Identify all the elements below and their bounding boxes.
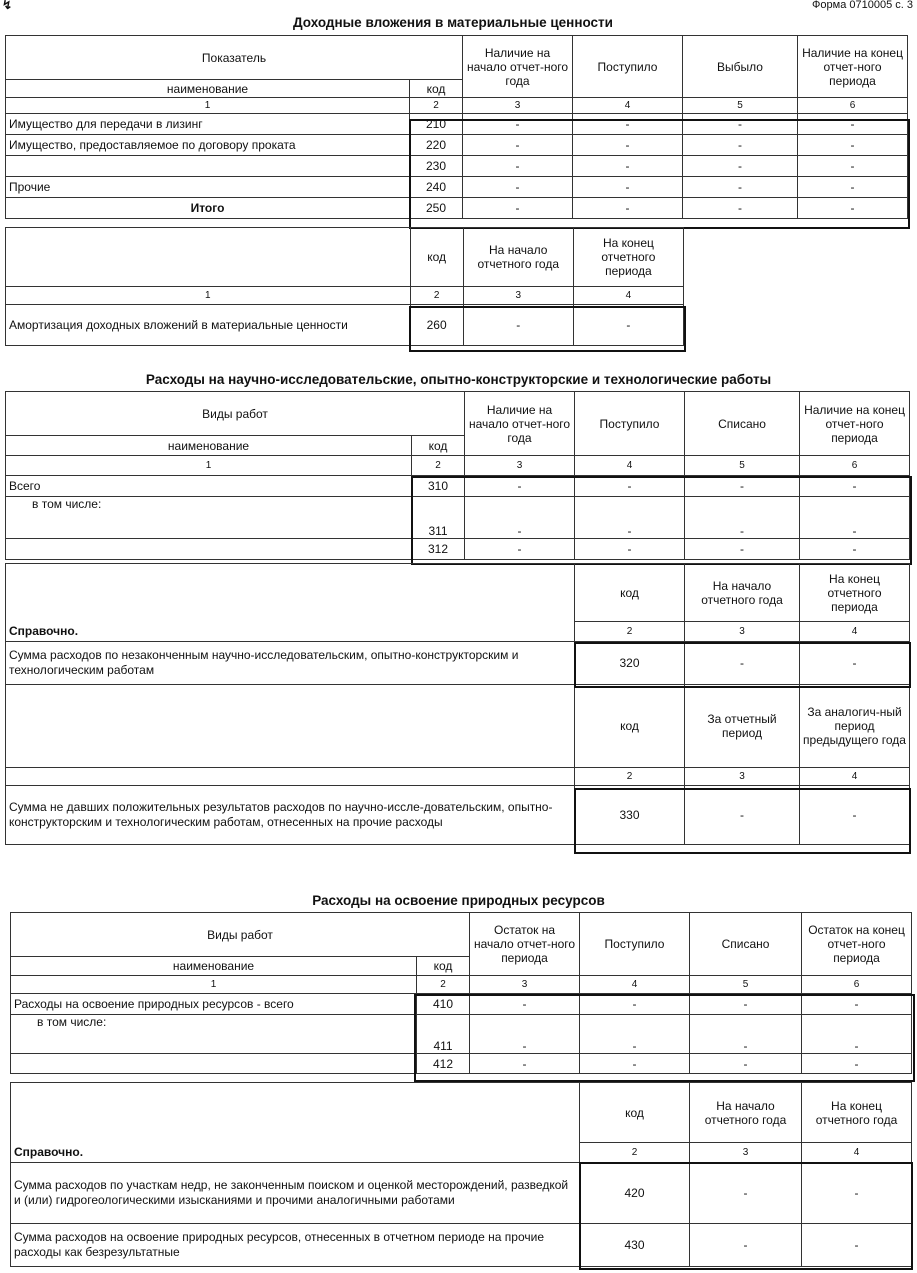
row-code: 412 <box>417 1054 470 1074</box>
colnum: 4 <box>573 98 683 114</box>
section2-title: Расходы на научно-исследовательские, опытно-конструкторские и технологические работы <box>145 372 772 387</box>
s2-ref-code-header: код <box>575 564 685 622</box>
s3-ref-table <box>10 1082 912 1267</box>
s2-reference-label: Справочно. <box>6 622 575 642</box>
value-cell: - <box>465 539 575 560</box>
s2-code-header: код <box>412 436 465 456</box>
s3-code-header: код <box>417 957 470 976</box>
s1-name-header: наименование <box>6 80 410 98</box>
table-row <box>6 177 908 198</box>
value-cell: - <box>798 156 908 177</box>
s3-begin-header: Остаток на начало отчет-ного периода <box>470 913 580 976</box>
colnum: 3 <box>470 976 580 994</box>
value-cell: - <box>463 198 573 219</box>
table-row <box>11 1163 912 1224</box>
colnum: 2 <box>580 1143 690 1163</box>
s1-sub-begin-header: На начало отчетного года <box>463 228 573 287</box>
s2-received-header: Поступило <box>575 392 685 456</box>
value-cell: - <box>573 177 683 198</box>
s3-written-header: Списано <box>690 913 802 976</box>
value-cell: - <box>685 642 800 685</box>
colnum: 5 <box>690 976 802 994</box>
row-code: 230 <box>410 156 463 177</box>
row-name <box>6 156 410 177</box>
colnum: 2 <box>410 287 463 305</box>
s2-kinds-header: Виды работ <box>6 392 465 436</box>
value-cell: - <box>685 786 800 845</box>
s3-reference-label: Справочно. <box>11 1143 580 1163</box>
value-cell: - <box>685 497 800 539</box>
colnum: 2 <box>575 622 685 642</box>
s1-received-header: Поступило <box>573 36 683 98</box>
s2-written-header: Списано <box>685 392 800 456</box>
value-cell: - <box>802 1015 912 1054</box>
row-code: 411 <box>417 1015 470 1054</box>
value-cell: - <box>685 539 800 560</box>
value-cell: - <box>463 305 573 346</box>
row-name: Прочие <box>6 177 410 198</box>
blank-cell <box>11 1083 580 1143</box>
s1-sub-code-header: код <box>410 228 463 287</box>
table-row <box>6 156 908 177</box>
s2-ref-prev-header: За аналогич-ный период предыдущего года <box>800 685 910 768</box>
row-code: 210 <box>410 114 463 135</box>
row-name: Итого <box>6 198 410 219</box>
s3-end-header: Остаток на конец отчет-ного периода <box>802 913 912 976</box>
row-code: 311 <box>412 497 465 539</box>
value-cell: - <box>575 497 685 539</box>
s1-begin-header: Наличие на начало отчет-ного года <box>463 36 573 98</box>
colnum: 3 <box>685 768 800 786</box>
s2-ref-table <box>5 563 910 845</box>
row-name: Имущество, предоставляемое по договору проката <box>6 135 410 156</box>
value-cell: - <box>463 177 573 198</box>
value-cell: - <box>800 786 910 845</box>
colnum: 2 <box>575 768 685 786</box>
value-cell: - <box>690 1163 802 1224</box>
value-cell: - <box>575 539 685 560</box>
value-cell: - <box>573 135 683 156</box>
s1-retired-header: Выбыло <box>683 36 798 98</box>
value-cell: - <box>463 114 573 135</box>
value-cell: - <box>800 476 910 497</box>
value-cell: - <box>683 177 798 198</box>
value-cell: - <box>683 114 798 135</box>
value-cell: - <box>573 305 683 346</box>
value-cell: - <box>802 994 912 1015</box>
table-row <box>6 135 908 156</box>
s3-received-header: Поступило <box>580 913 690 976</box>
s3-ref-code-header: код <box>580 1083 690 1143</box>
colnum: 4 <box>800 622 910 642</box>
table-row <box>6 539 910 560</box>
colnum: 3 <box>685 622 800 642</box>
s2-end-header: Наличие на конец отчет-ного периода <box>800 392 910 456</box>
value-cell: - <box>465 497 575 539</box>
row-code: 420 <box>580 1163 690 1224</box>
colnum: 6 <box>800 456 910 476</box>
colnum: 5 <box>685 456 800 476</box>
row-name <box>11 1054 417 1074</box>
table-row-total <box>6 198 908 219</box>
value-cell: - <box>802 1224 912 1267</box>
colnum: 3 <box>463 98 573 114</box>
value-cell: - <box>800 539 910 560</box>
s1-sub-end-header: На конец отчетного периода <box>573 228 683 287</box>
colnum: 6 <box>802 976 912 994</box>
section3-title: Расходы на освоение природных ресурсов <box>312 893 605 908</box>
table-row <box>11 1224 912 1267</box>
table-row <box>6 786 910 845</box>
value-cell: - <box>683 198 798 219</box>
table-row <box>11 1015 912 1054</box>
row-code: 330 <box>575 786 685 845</box>
row-code: 250 <box>410 198 463 219</box>
value-cell: - <box>573 114 683 135</box>
row-name: Всего <box>6 476 412 497</box>
value-cell: - <box>463 156 573 177</box>
s2-main-table <box>5 391 910 560</box>
row-code: 430 <box>580 1224 690 1267</box>
s2-begin-header: Наличие на начало отчет-ного года <box>465 392 575 456</box>
value-cell: - <box>690 1054 802 1074</box>
s1-code-header: код <box>410 80 463 98</box>
colnum: 2 <box>410 98 463 114</box>
value-cell: - <box>470 994 580 1015</box>
colnum: 2 <box>412 456 465 476</box>
row-name: Сумма не давших положительных результатов расходов по научно-иссле-довательским, опытно-конструкторским и технологическим работам, отнесенных на прочие расходы <box>6 786 575 845</box>
row-name: в том числе: <box>11 1015 417 1054</box>
value-cell: - <box>800 642 910 685</box>
row-code: 220 <box>410 135 463 156</box>
value-cell: - <box>802 1163 912 1224</box>
colnum: 3 <box>690 1143 802 1163</box>
row-name: Сумма расходов на освоение природных ресурсов, отнесенных в отчетном периоде на прочие расходы как безрезультатные <box>11 1224 580 1267</box>
value-cell: - <box>575 476 685 497</box>
colnum: 6 <box>798 98 908 114</box>
s3-ref-end-header: На конец отчетного года <box>802 1083 912 1143</box>
s1-indicator-header: Показатель <box>6 36 463 80</box>
table-row <box>6 114 908 135</box>
colnum: 4 <box>573 287 683 305</box>
row-code: 240 <box>410 177 463 198</box>
value-cell: - <box>685 476 800 497</box>
value-cell: - <box>798 177 908 198</box>
colnum: 1 <box>6 287 411 305</box>
row-name: Сумма расходов по участкам недр, не законченным поиском и оценкой месторождений, разведкой и (или) гидрогеологическими изысканиями и прочими аналогичными работами <box>11 1163 580 1224</box>
row-code: 310 <box>412 476 465 497</box>
value-cell: - <box>465 476 575 497</box>
value-cell: - <box>798 114 908 135</box>
value-cell: - <box>470 1015 580 1054</box>
value-cell: - <box>690 1015 802 1054</box>
row-name: в том числе: <box>6 497 412 539</box>
value-cell: - <box>690 994 802 1015</box>
colnum: 4 <box>575 456 685 476</box>
table-row <box>11 994 912 1015</box>
value-cell: - <box>798 135 908 156</box>
colnum: 4 <box>580 976 690 994</box>
value-cell: - <box>690 1224 802 1267</box>
value-cell: - <box>580 1054 690 1074</box>
value-cell: - <box>463 135 573 156</box>
colnum: 4 <box>802 1143 912 1163</box>
section1-title: Доходные вложения в материальные ценности <box>293 15 613 30</box>
value-cell: - <box>800 497 910 539</box>
s2-ref-end-header: На конец отчетного периода <box>800 564 910 622</box>
blank-cell <box>6 228 411 287</box>
colnum: 1 <box>11 976 417 994</box>
row-code: 260 <box>410 305 463 346</box>
s3-kinds-header: Виды работ <box>11 913 470 957</box>
s1-amort-table <box>5 227 684 346</box>
row-name <box>6 539 412 560</box>
s3-name-header: наименование <box>11 957 417 976</box>
value-cell: - <box>802 1054 912 1074</box>
s2-ref-begin-header: На начало отчетного года <box>685 564 800 622</box>
blank-cell <box>6 768 575 786</box>
s3-ref-begin-header: На начало отчетного года <box>690 1083 802 1143</box>
value-cell: - <box>683 135 798 156</box>
s2-name-header: наименование <box>6 436 412 456</box>
s3-main-table <box>10 912 912 1074</box>
colnum: 3 <box>463 287 573 305</box>
s2-ref-code2-header: код <box>575 685 685 768</box>
row-code: 410 <box>417 994 470 1015</box>
colnum: 3 <box>465 456 575 476</box>
colnum: 2 <box>417 976 470 994</box>
row-name: Расходы на освоение природных ресурсов - всего <box>11 994 417 1015</box>
blank-cell <box>6 564 575 622</box>
colnum: 4 <box>800 768 910 786</box>
row-code: 312 <box>412 539 465 560</box>
table-row <box>6 476 910 497</box>
value-cell: - <box>798 198 908 219</box>
table-row <box>6 305 684 346</box>
value-cell: - <box>573 156 683 177</box>
value-cell: - <box>573 198 683 219</box>
form-id: Форма 0710005 с. 3 <box>812 0 913 11</box>
row-name: Сумма расходов по незаконченным научно-исследовательским, опытно-конструкторским и технологическим работам <box>6 642 575 685</box>
row-name: Имущество для передачи в лизинг <box>6 114 410 135</box>
table-row <box>11 1054 912 1074</box>
colnum: 1 <box>6 456 412 476</box>
colnum: 1 <box>6 98 410 114</box>
corner-mark: ↯ <box>2 0 13 12</box>
blank-cell <box>6 685 575 768</box>
row-name: Амортизация доходных вложений в материальные ценности <box>6 305 411 346</box>
value-cell: - <box>683 156 798 177</box>
s1-end-header: Наличие на конец отчет-ного периода <box>798 36 908 98</box>
colnum: 5 <box>683 98 798 114</box>
row-code: 320 <box>575 642 685 685</box>
value-cell: - <box>580 994 690 1015</box>
s1-main-table <box>5 35 908 219</box>
value-cell: - <box>470 1054 580 1074</box>
table-row <box>6 642 910 685</box>
s2-ref-period-header: За отчетный период <box>685 685 800 768</box>
value-cell: - <box>580 1015 690 1054</box>
table-row <box>6 497 910 539</box>
